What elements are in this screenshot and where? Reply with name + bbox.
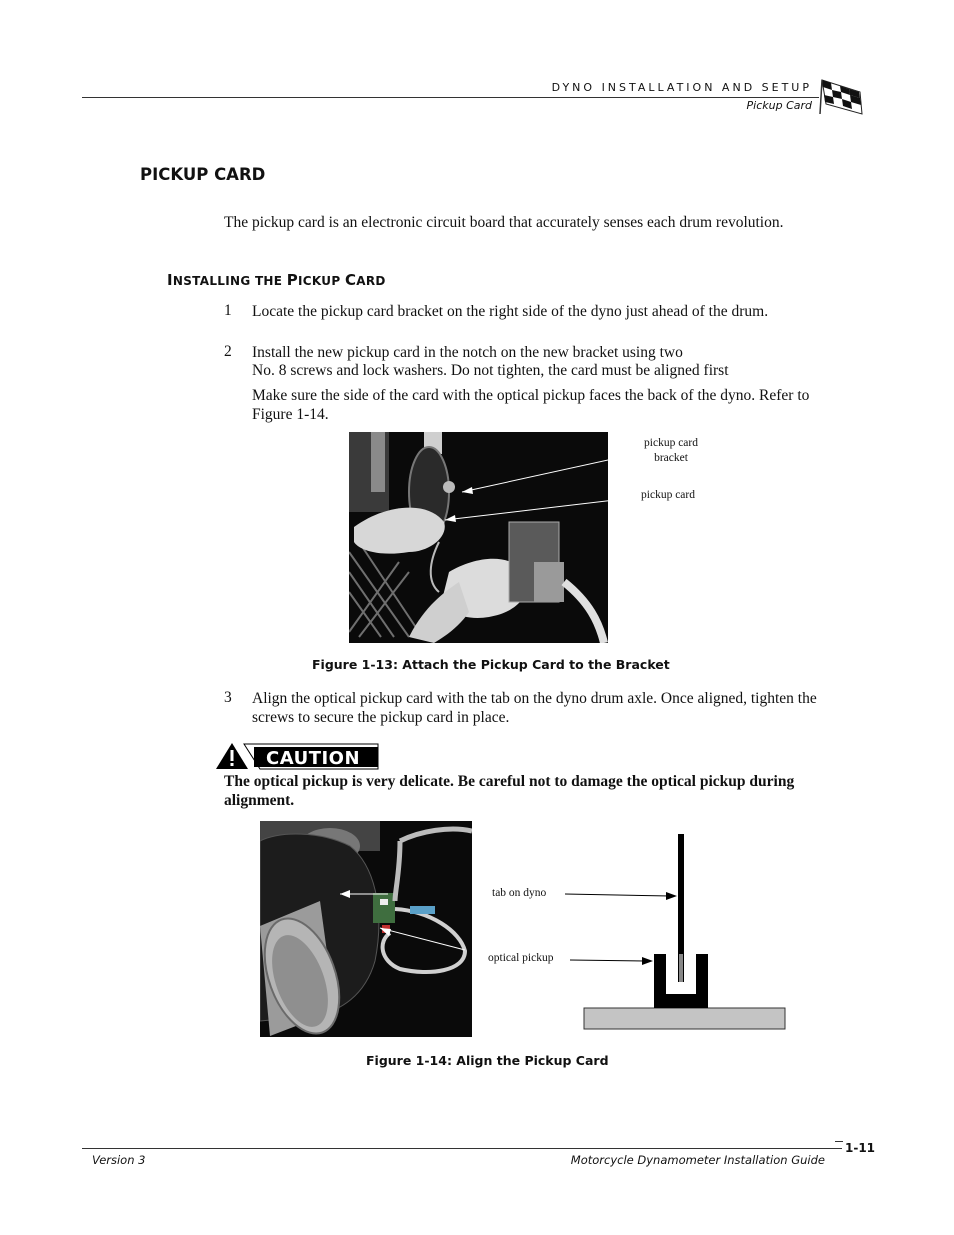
checkered-flag-icon: [818, 74, 866, 116]
callout-tab-on-dyno: tab on dyno: [492, 887, 547, 899]
subtitle-part: NSTALLING THE: [172, 274, 287, 288]
step-text: Locate the pickup card bracket on the right side of the dyno just ahead of the drum.: [252, 303, 769, 320]
header-subsection: Pickup Card: [746, 99, 812, 112]
caution-graphic: [214, 741, 380, 771]
callout-pickup-card: pickup card: [641, 489, 695, 501]
subtitle-part: I: [167, 271, 173, 289]
figure-13-caption: Figure 1-13: Attach the Pickup Card to the Bracket: [312, 657, 670, 672]
figure-14-caption: Figure 1-14: Align the Pickup Card: [366, 1053, 609, 1068]
footer-version: Version 3: [92, 1153, 146, 1167]
callout-bracket-line2: bracket: [654, 452, 688, 464]
step-number: 1: [224, 302, 232, 319]
intro-paragraph: The pickup card is an electronic circuit board that accurately senses each drum revolution.: [224, 214, 784, 231]
step-number: 2: [224, 343, 232, 360]
footer-tick: [835, 1141, 843, 1142]
subtitle-part: ARD: [356, 274, 386, 288]
footer-guide-title: Motorcycle Dynamometer Installation Guide: [570, 1153, 825, 1167]
caution-text: The optical pickup is very delicate. Be careful not to damage the optical pickup during alignment.: [224, 773, 795, 809]
footer-page-number: 1-11: [845, 1141, 876, 1155]
step-text-line: No. 8 screws and lock washers. Do not tighten, the card must be aligned first: [252, 362, 729, 379]
figure13-callout-lines: [440, 445, 650, 535]
subtitle-part: C: [344, 271, 357, 289]
header-rule: [82, 97, 819, 98]
subtitle-part: P: [286, 271, 299, 289]
caution-banner: [214, 741, 380, 776]
step-note: Make sure the side of the card with the optical pickup faces the back of the dyno. Refer to Figure 1-14.: [252, 387, 810, 423]
step-number: 3: [224, 689, 232, 706]
caution-label: CAUTION: [266, 748, 361, 769]
step-text: Align the optical pickup card with the tab on the dyno drum axle. Once aligned, tighten the screws to secure the pickup card in place.: [252, 690, 817, 726]
callout-optical-pickup: optical pickup: [488, 952, 554, 964]
step-text-line: Install the new pickup card in the notch on the new bracket using two: [252, 344, 683, 361]
header-section-title: DYNO INSTALLATION AND SETUP: [551, 81, 812, 94]
callout-bracket-line1: pickup card: [644, 437, 698, 449]
footer-rule: [82, 1148, 842, 1149]
page-title: PICKUP CARD: [140, 165, 266, 184]
subtitle-part: ICKUP: [298, 274, 345, 288]
section-subtitle: [167, 271, 386, 289]
